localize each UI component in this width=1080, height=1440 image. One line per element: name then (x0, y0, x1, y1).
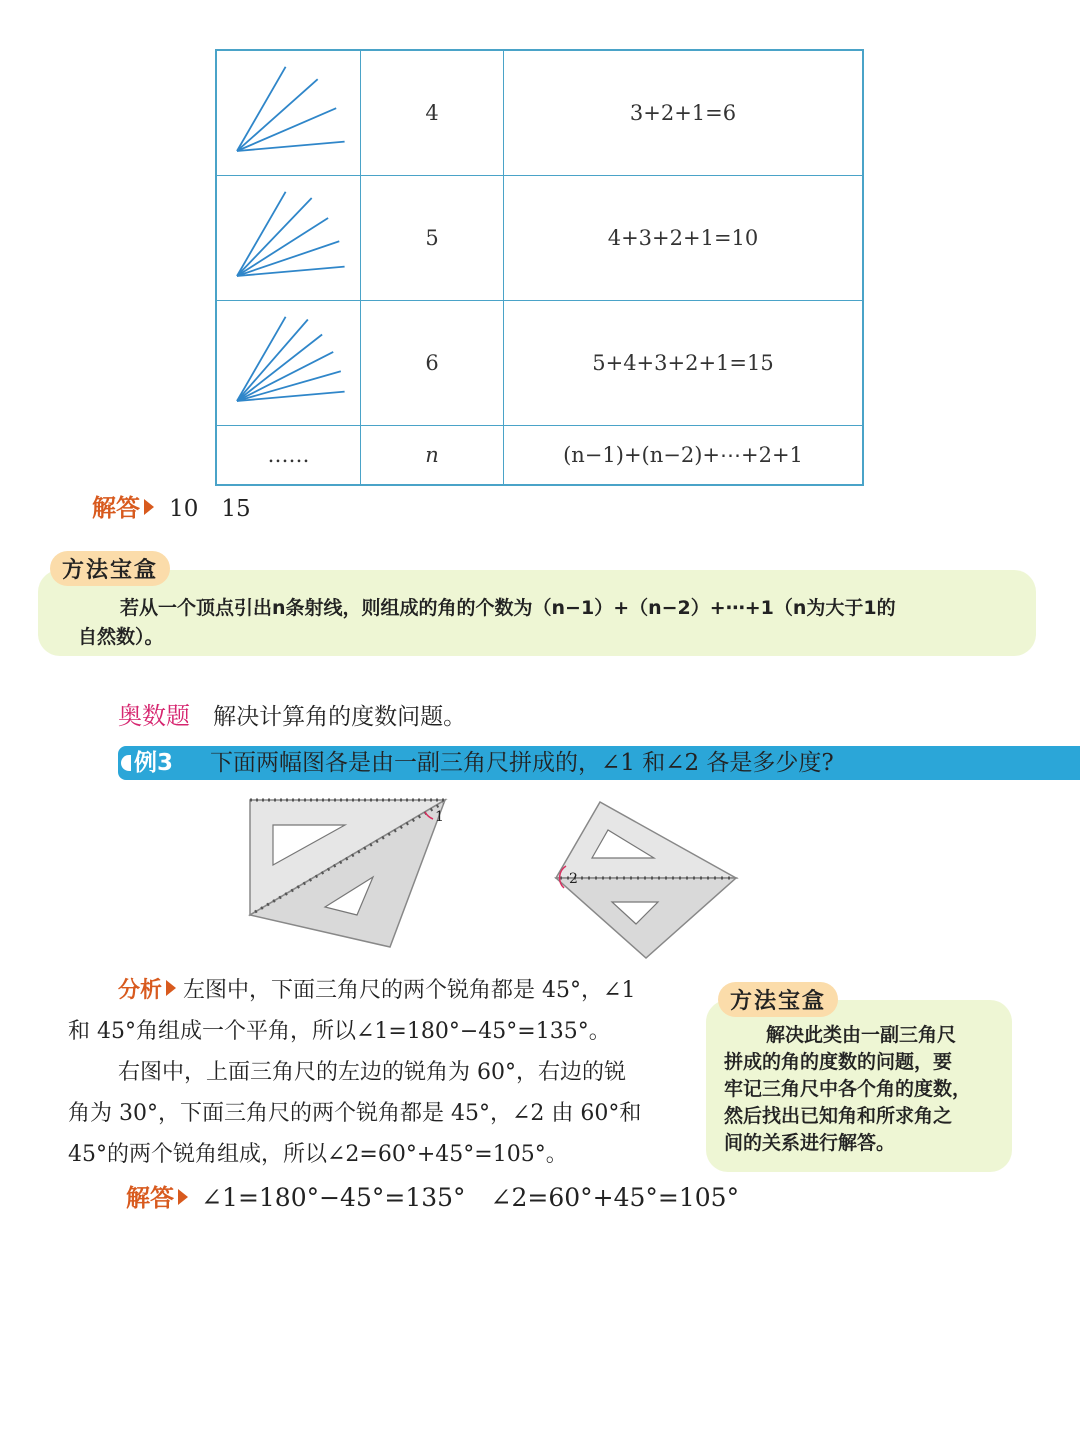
analysis-line: 45°的两个锐角组成，所以∠2=60°+45°=105°。 (68, 1142, 568, 1167)
rays-figure-cell (216, 176, 361, 301)
ray-fan-figure (217, 176, 360, 295)
top-set-square (556, 802, 736, 878)
angle-2-label: 2 (569, 871, 578, 887)
answer-text: ∠1=180°−45°=135° ∠2=60°+45°=105° (201, 1183, 740, 1212)
table-row (216, 50, 863, 176)
ray-count-cell: 4 (361, 50, 504, 176)
ray-line (237, 67, 286, 151)
ray-line (237, 142, 345, 151)
answer-label: 解答 (126, 1184, 174, 1212)
analysis-line: 角为 30°，下面三角尺的两个锐角都是 45°，∠2 由 60°和 (68, 1101, 642, 1126)
angle-formula-cell: 3+2+1=6 (504, 50, 864, 176)
olympiad-label: 奥数题 (118, 702, 190, 730)
right-set-squares-figure (552, 800, 740, 962)
tip-line: 间的关系进行解答。 (724, 1132, 896, 1154)
tip-line: 解决此类由一副三角尺 (766, 1024, 957, 1046)
analysis-line (68, 970, 698, 1011)
answer-row (92, 491, 251, 525)
tip-line: 然后找出已知角和所求角之 (724, 1105, 953, 1127)
answer-row-2 (126, 1180, 739, 1216)
analysis-label: 分析 (118, 978, 163, 1003)
arrow-icon (166, 980, 176, 996)
angle-1-label: 1 (435, 809, 444, 825)
olympiad-row (118, 699, 466, 733)
method-tip-text (78, 594, 1028, 652)
example-badge-label: 例3 (134, 750, 174, 776)
analysis-line: 和 45°角组成一个平角，所以∠1=180°−45°=135°。 (68, 1019, 611, 1044)
tip-line: 若从一个顶点引出n条射线，则组成的角的个数为（n−1）+（n−2）+⋯+1（n为大于1的 (120, 597, 896, 619)
answer-values: 10 15 (169, 496, 251, 522)
ray-line (237, 218, 328, 276)
ellipsis-cell: …… (216, 426, 361, 486)
ray-count-cell: 5 (361, 176, 504, 301)
ray-line (237, 335, 322, 401)
rays-figure-cell (216, 50, 361, 176)
example-question: 下面两幅图各是由一副三角尺拼成的，∠1 和∠2 各是多少度? (210, 750, 834, 776)
arrow-icon (178, 1189, 188, 1205)
tip-line: 自然数）。 (78, 626, 164, 648)
analysis-text: 左图中，下面三角尺的两个锐角都是 45°，∠1 (183, 978, 636, 1003)
angle-formula-cell: 4+3+2+1=10 (504, 176, 864, 301)
ray-count-cell: n (361, 426, 504, 486)
rays-figure-cell (216, 301, 361, 426)
bottom-set-square (556, 878, 736, 958)
rays-table (215, 49, 864, 486)
ray-fan-figure (217, 301, 360, 420)
ray-line (237, 79, 318, 151)
angle-formula-cell: (n−1)+(n−2)+⋯+2+1 (504, 426, 864, 486)
arrow-icon (144, 499, 154, 515)
table-row (216, 176, 863, 301)
ray-line (237, 108, 336, 151)
method-tip-tag-2: 方法宝盒 (718, 982, 838, 1017)
angle-formula-cell: 5+4+3+2+1=15 (504, 301, 864, 426)
left-set-squares-figure (245, 795, 450, 950)
table-row (216, 426, 863, 486)
badge-dot-icon (121, 755, 131, 771)
olympiad-topic: 解决计算角的度数问题。 (213, 704, 467, 730)
ray-line (237, 319, 308, 401)
table-row (216, 301, 863, 426)
method-tip-tag: 方法宝盒 (50, 551, 170, 586)
tip-line: 牢记三角尺中各个角的度数， (724, 1078, 972, 1100)
analysis-block (68, 970, 698, 1175)
ray-count-cell: 6 (361, 301, 504, 426)
method-tip-text-2 (724, 1022, 1009, 1157)
analysis-line: 右图中，上面三角尺的左边的锐角为 60°，右边的锐 (118, 1060, 626, 1085)
ray-fan-figure (217, 51, 360, 170)
tip-line: 拼成的角的度数的问题，要 (724, 1051, 953, 1073)
answer-label: 解答 (92, 494, 140, 522)
